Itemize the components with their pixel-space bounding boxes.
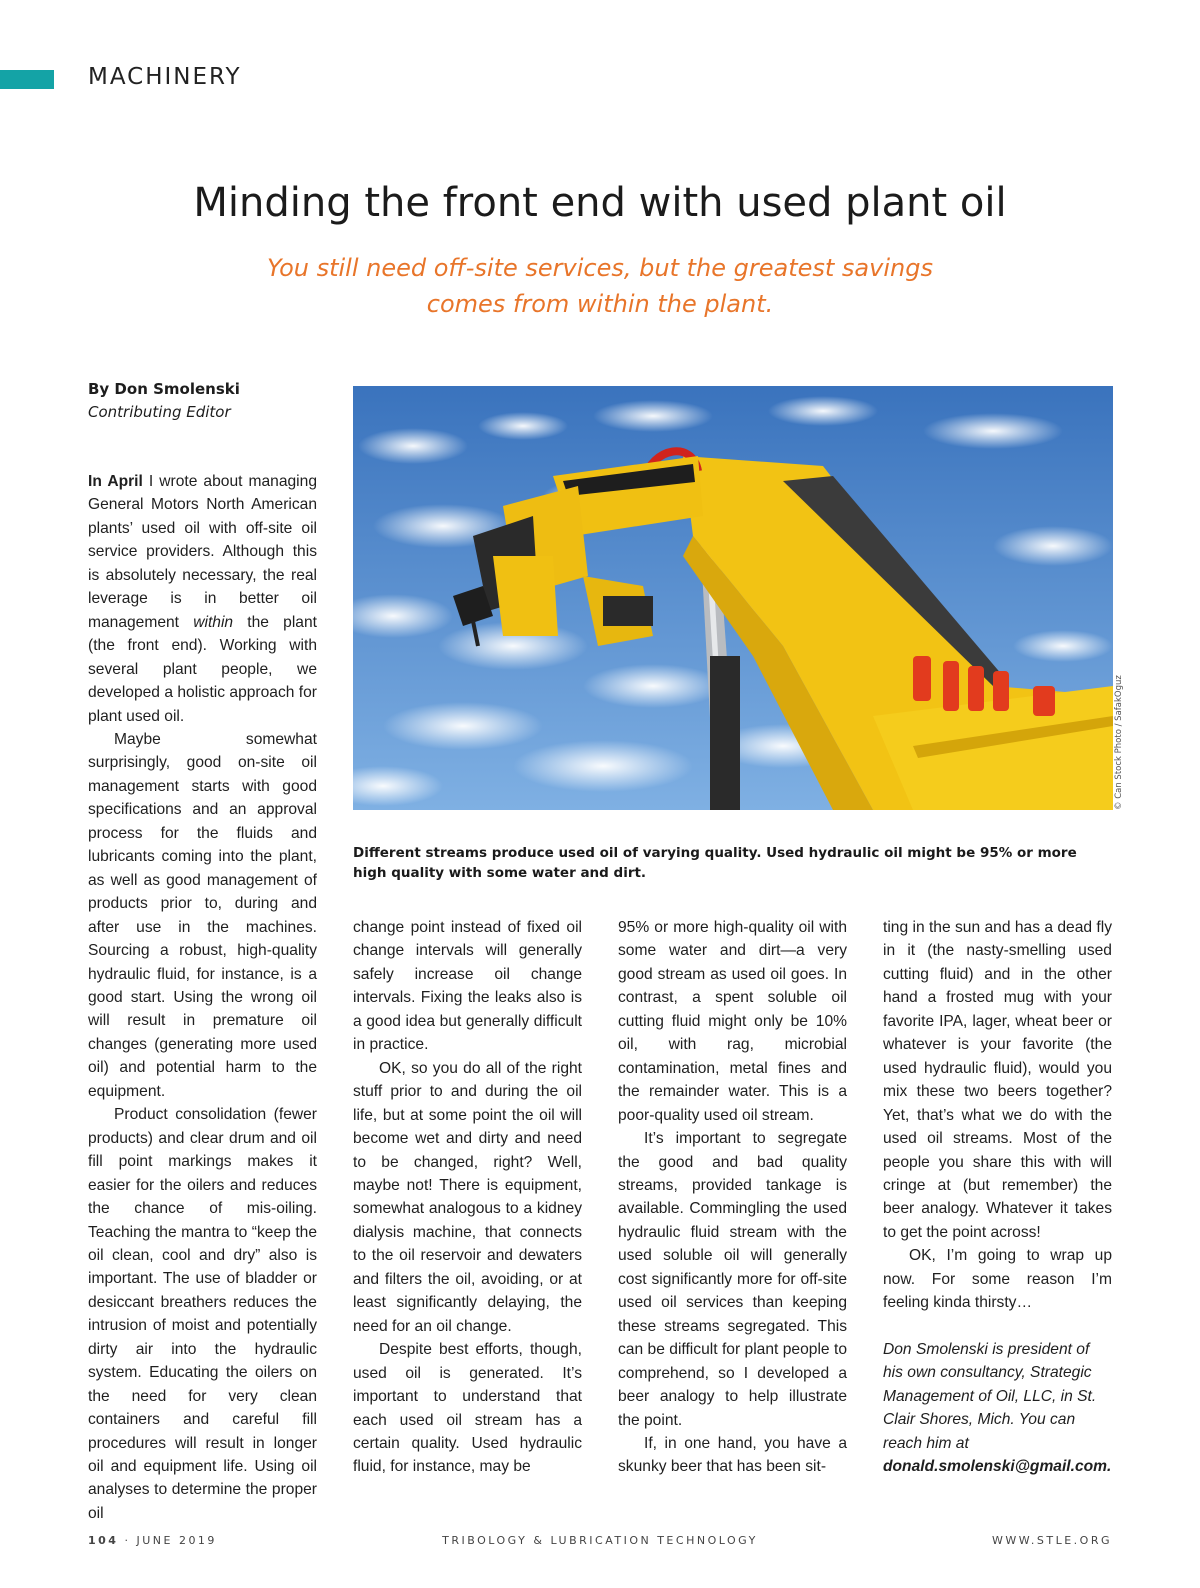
- article-column-2: [353, 916, 582, 1479]
- paragraph: Maybe somewhat surprisingly, good on-site oil management starts with good specifications and an approval process for the fluids and lubricants coming into the plant, as well as good management of products prior to, during and after use in the machines. Sourcing a robust, high-quality hydraulic fluid, for instance, is a good start. Using the wrong oil will result in premature oil changes (generating more used oil) and potential harm to the equipment.: [88, 730, 317, 1100]
- byline: [88, 378, 240, 424]
- paragraph: OK, I’m going to wrap up now. For some reason I’m feeling kinda thirsty…: [883, 1247, 1112, 1312]
- paragraph: If, in one hand, you have a skunky beer that has been sit-: [618, 1434, 847, 1476]
- article-column-1: [88, 470, 317, 1525]
- section-label: MACHINERY: [88, 64, 242, 90]
- paragraph: In April I wrote about managing General Motors North American plants’ used oil with off-site oil service providers. Although this is absolutely necessary, the real leverage is in better oil management within the plant (the front end). Working with several plant people, we developed a holistic approach for plant used oil.: [88, 473, 317, 725]
- author-role: Contributing Editor: [88, 403, 231, 421]
- author-name: By Don Smolenski: [88, 380, 240, 398]
- photo-credit: © Can Stock Photo / SafakOguz: [1114, 675, 1124, 810]
- article-column-3: [618, 916, 847, 1479]
- page-number: 104: [88, 1534, 119, 1547]
- footer-publication: TRIBOLOGY & LUBRICATION TECHNOLOGY: [442, 1534, 758, 1547]
- author-bio: Don Smolenski is president of his own consultancy, Strategic Management of Oil, LLC, in St. Clair Shores, Mich. You can reach him at donald.smolenski@gmail.com.: [883, 1340, 1112, 1475]
- paragraph: Despite best efforts, though, used oil is generated. It’s important to understand that each used oil stream has a certain quality. Used hydraulic fluid, for instance, may be: [353, 1341, 582, 1476]
- paragraph: ting in the sun and has a dead fly in it (the nasty-smelling used cutting fluid) and in the other hand a frosted mug with your favorite IPA, lager, wheat beer or whatever is your favorite (the used hydraulic fluid), would you mix these two beers together? Yet, that’s what we do with the used oil streams. Most of the people you share this with will cringe at (but remember) the beer analogy. Whatever it takes to get the point across!: [883, 919, 1112, 1241]
- article-title: Minding the front end with used plant oil: [193, 180, 1007, 226]
- footer-page-info: 104 · JUNE 2019: [88, 1534, 217, 1547]
- article-subtitle: You still need off-site services, but the greatest savings comes from within the plant.: [267, 254, 933, 318]
- footer-website[interactable]: WWW.STLE.ORG: [992, 1534, 1112, 1547]
- photo-caption: Different streams produce used oil of varying quality. Used hydraulic oil might be 95% or more high quality with some water and dirt.: [353, 845, 1077, 881]
- author-email-link[interactable]: donald.smolenski@gmail.com.: [883, 1457, 1112, 1475]
- issue-date: JUNE 2019: [136, 1534, 217, 1547]
- lead-in: In April: [88, 473, 143, 490]
- section-accent-bar: [0, 70, 54, 89]
- crane-photo: [353, 386, 1113, 810]
- paragraph: OK, so you do all of the right stuff prior to and during the oil life, but at some point the oil will become wet and dirty and need to be changed, right? Well, maybe not! There is equipment, somewhat analogous to a kidney dialysis machine, that connects to the oil reservoir and dewaters and filters the oil, avoiding, or at least significantly delaying, the need for an oil change.: [353, 1059, 582, 1335]
- paragraph: 95% or more high-quality oil with some water and dirt—a very good stream as used oil goes. In contrast, a spent soluble oil cutting fluid might only be 10% oil, with rag, microbial contamination, metal fines and the remainder water. This is a poor-quality used oil stream.: [618, 919, 847, 1124]
- paragraph: Product consolidation (fewer products) and clear drum and oil fill point markings makes it easier for the oilers and reduces the chance of mis-oiling. Teaching the mantra to “keep the oil clean, cool and dry” also is important. The use of bladder or desiccant breathers reduces the intrusion of moist and potentially dirty air into the hydraulic system. Educating the oilers on the need for very clean containers and careful fill procedures will result in longer oil and equipment life. Using oil analyses to determine the proper oil: [88, 1106, 317, 1522]
- paragraph: It’s important to segregate the good and bad quality streams, provided tankage is available. Commingling the used hydraulic fluid stream with the used soluble oil will generally cost significantly more for off-site used oil services than keeping these streams segregated. This can be difficult for plant people to comprehend, so I developed a beer analogy to help illustrate the point.: [618, 1130, 847, 1429]
- article-column-4: [883, 916, 1112, 1478]
- paragraph: change point instead of fixed oil change intervals will generally safely increase oil change intervals. Fixing the leaks also is a good idea but generally difficult in practice.: [353, 919, 582, 1054]
